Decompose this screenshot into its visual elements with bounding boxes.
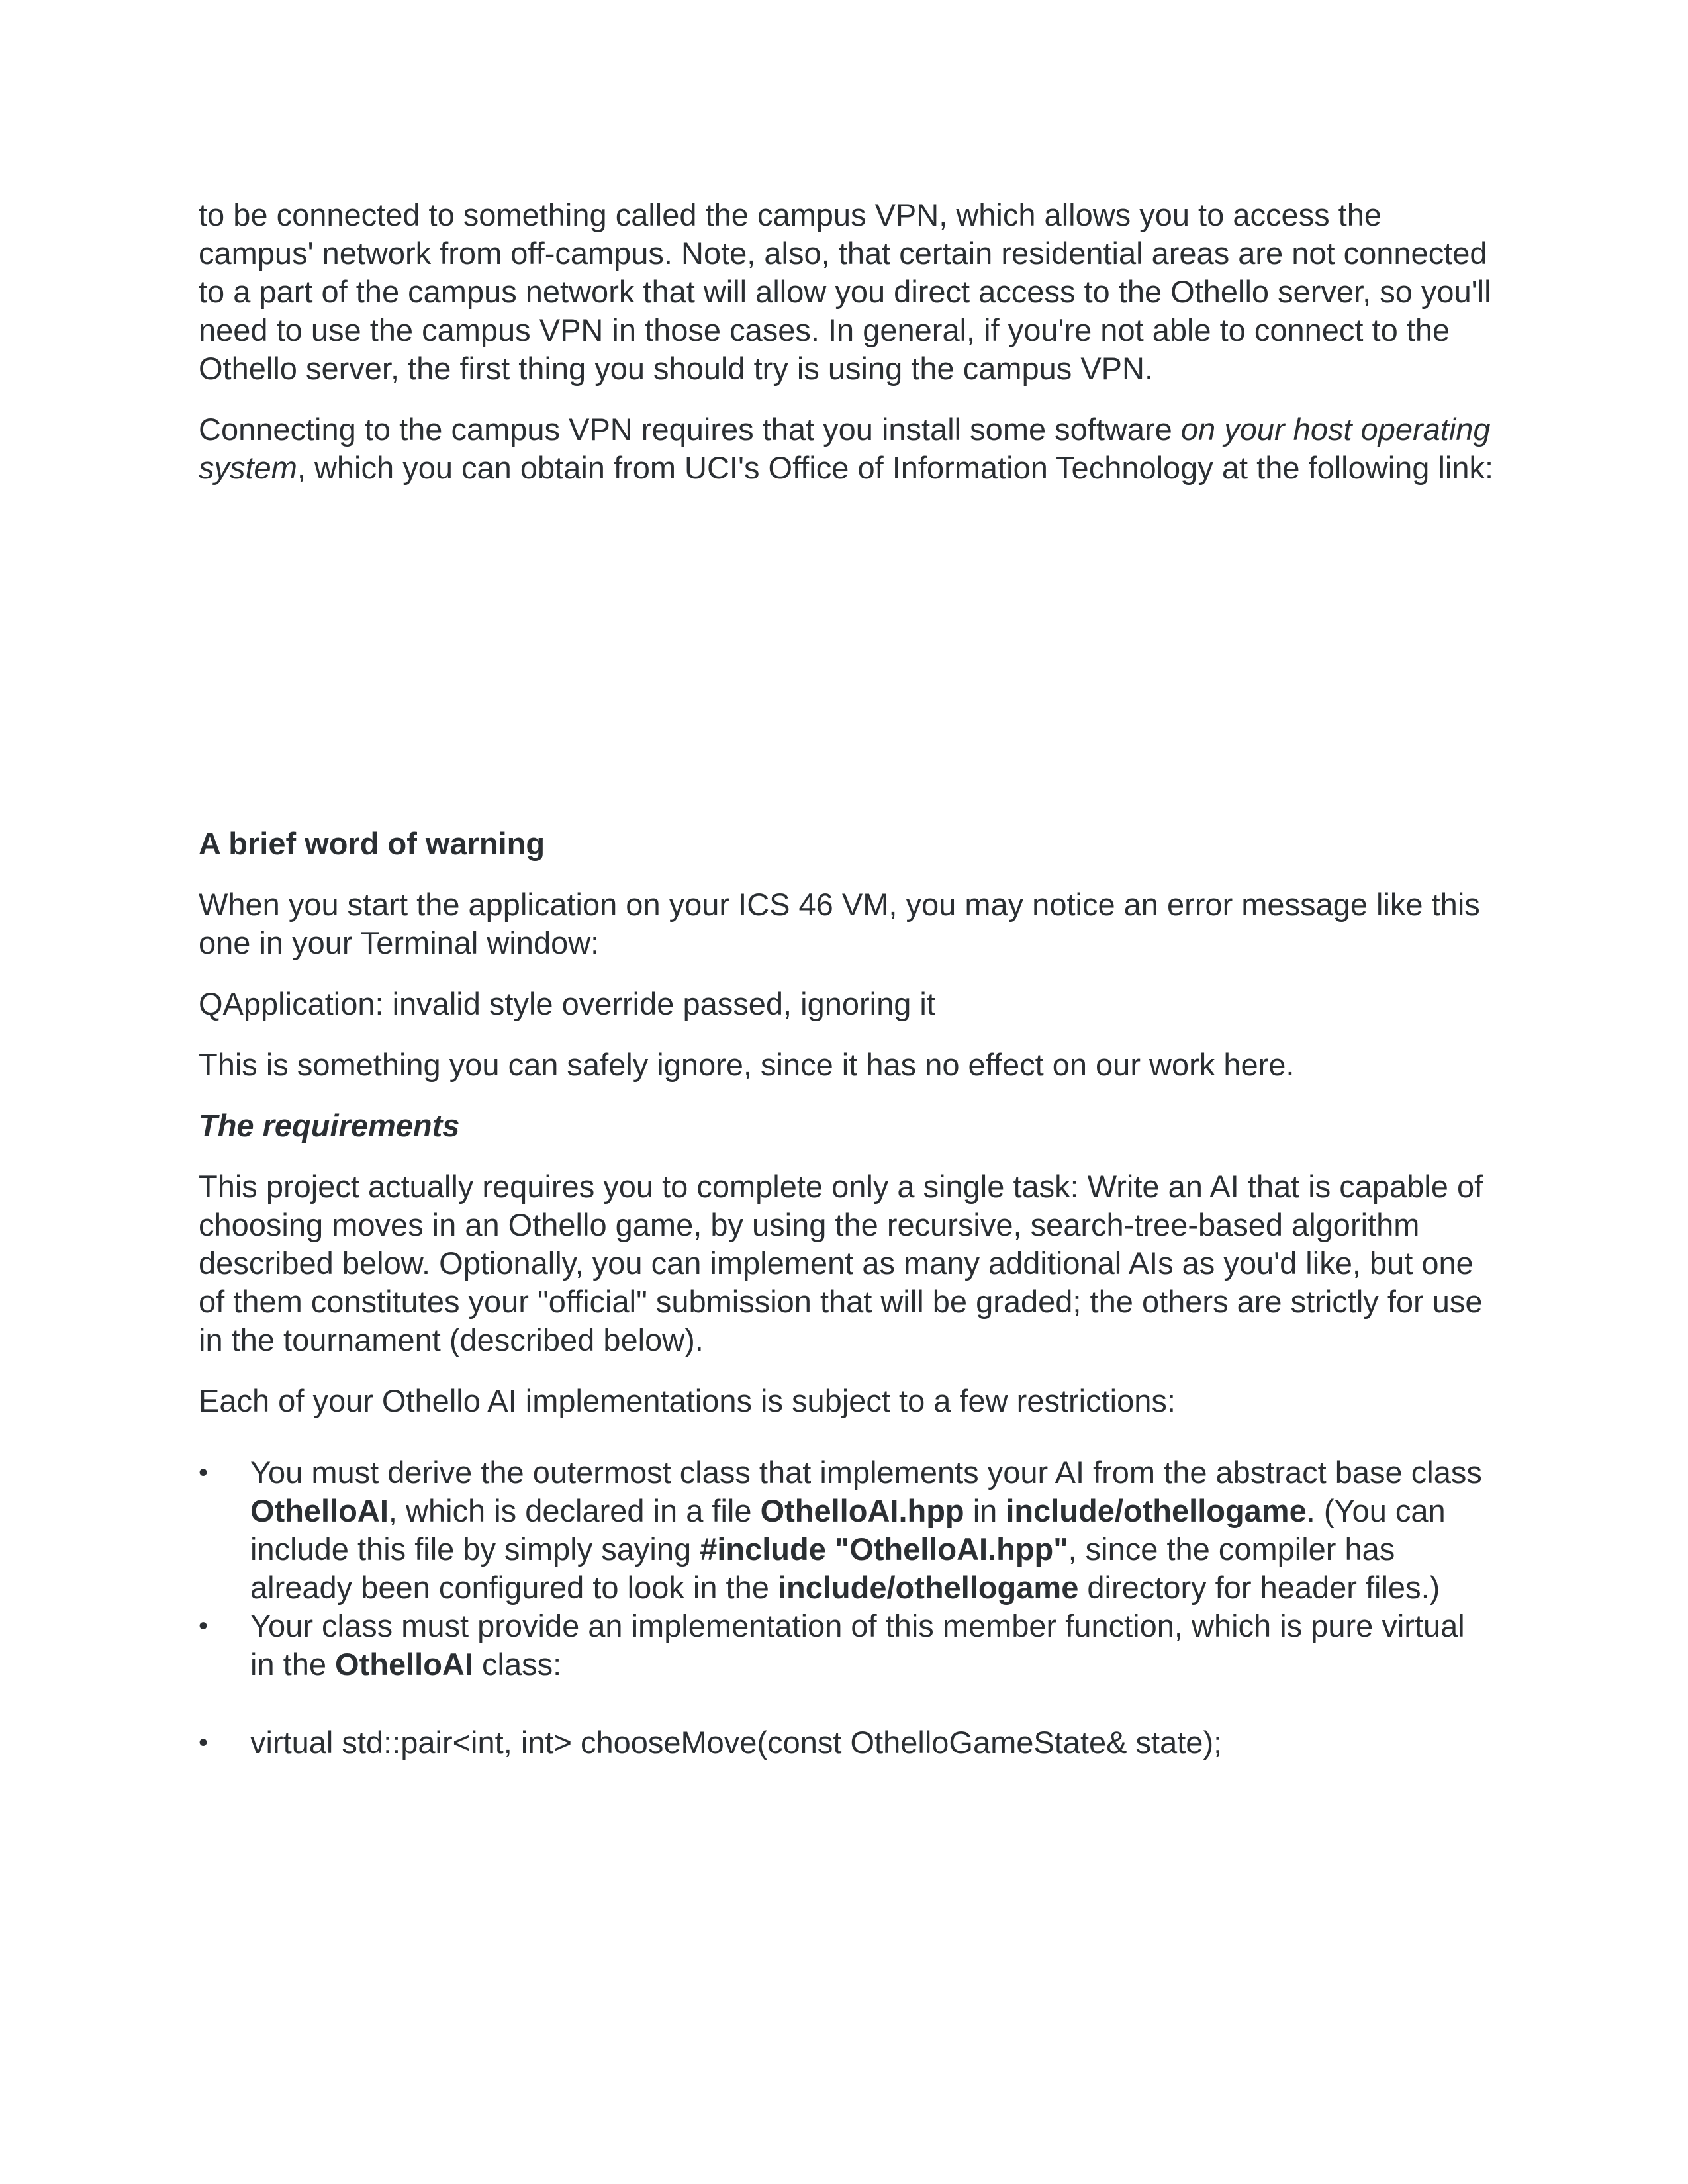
install-emphasis: on your host operating system	[199, 412, 1491, 485]
restrictions-list	[199, 1453, 1496, 1762]
document-page	[199, 196, 1496, 1762]
bullet-code: #include "OthelloAI.hpp"	[700, 1531, 1068, 1567]
bullet-text: . (You can include this file by simply saying	[250, 1493, 1446, 1567]
list-item	[199, 1453, 1496, 1607]
bullet-text: You must derive the outermost class that implements your AI from the abstract base class	[250, 1455, 1482, 1490]
install-text-end: , which you can obtain from UCI's Office of Information Technology at the following link:	[297, 450, 1494, 485]
bullet-text: , which is declared in a file	[388, 1493, 761, 1528]
bullet-code: OthelloAI	[250, 1493, 389, 1528]
list-item	[199, 1607, 1496, 1684]
intro-paragraph-vpn: to be connected to something called the campus VPN, which allows you to access the campus' network from off-campus. Note, also, that certain residential areas are not connected to a part of the campus network that will allow you direct access to the Othello server, so you'll need to use the campus VPN in those cases. In general, if you're not able to connect to the Othello server, the first thing you should try is using the campus VPN.	[199, 197, 1491, 386]
requirements-heading: The requirements	[199, 1108, 460, 1143]
error-message-text: QApplication: invalid style override passed, ignoring it	[199, 986, 935, 1021]
bullet-code: include/othellogame	[777, 1570, 1079, 1605]
bullet-code: include/othellogame	[1006, 1493, 1307, 1528]
requirements-paragraph: This project actually requires you to complete only a single task: Write an AI that is capable of choosing moves in an Othello game, by using the recursive, search-tree-based algorithm described below. Optionally, you can implement as many additional AIs as you'd like, but one of them constitutes your "official" submission that will be graded; the others are strictly for use in the tournament (described below).	[199, 1169, 1483, 1357]
intro-paragraph-install	[199, 410, 1496, 487]
restrictions-intro: Each of your Othello AI implementations is subject to a few restrictions:	[199, 1383, 1176, 1418]
bullet-text: , since the compiler has already been configured to look in the	[250, 1531, 1395, 1605]
bullet-code: OthelloAI	[335, 1647, 473, 1682]
bullet-text: class:	[473, 1647, 562, 1682]
bullet-code: OthelloAI.hpp	[760, 1493, 964, 1528]
warning-heading: A brief word of warning	[199, 826, 545, 861]
bullet-text: Your class must provide an implementation of this member function, which is pure virtual in the	[250, 1608, 1465, 1682]
bullet-text: directory for header files.)	[1078, 1570, 1440, 1605]
bullet-text: in	[964, 1493, 1006, 1528]
warning-ignore-paragraph: This is something you can safely ignore, since it has no effect on our work here.	[199, 1047, 1295, 1082]
blank-space	[199, 487, 1496, 825]
list-item: • virtual std::pair<int, int> chooseMove(const OthelloGameState& state);	[199, 1723, 1496, 1762]
install-text-start: Connecting to the campus VPN requires that you install some software	[199, 412, 1181, 447]
warning-paragraph: When you start the application on your ICS 46 VM, you may notice an error message like this one in your Terminal window:	[199, 887, 1480, 960]
